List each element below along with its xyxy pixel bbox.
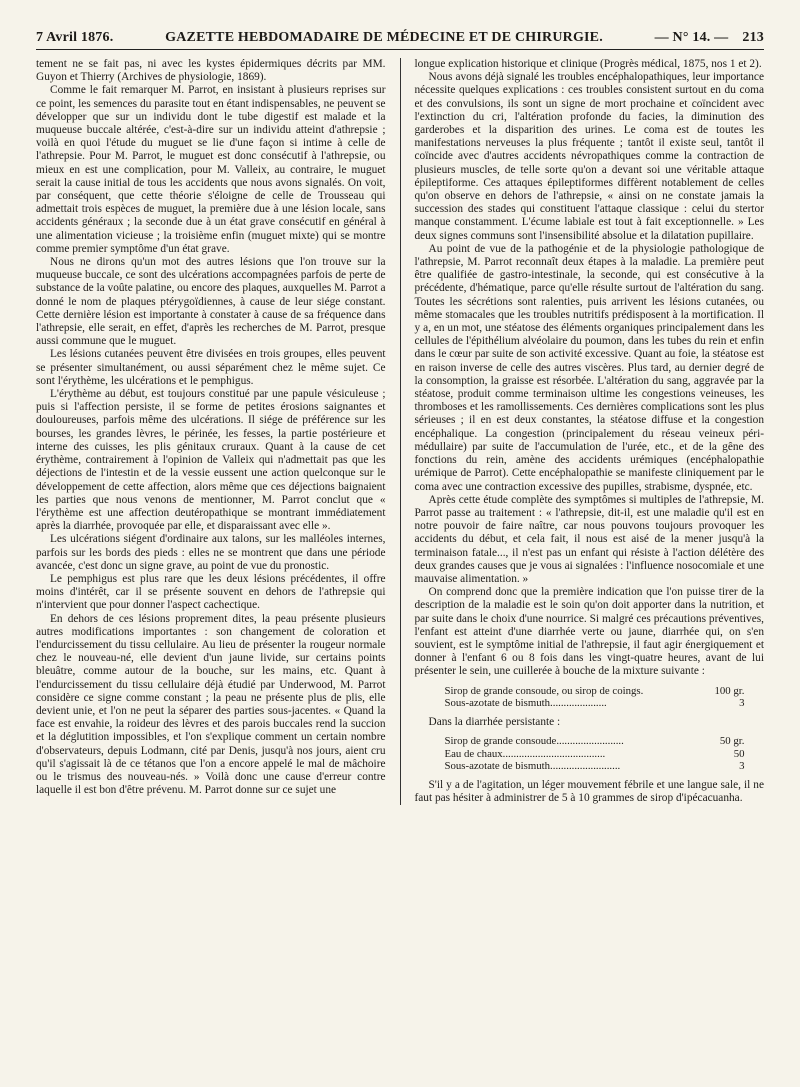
paragraph: Nous avons déjà signalé les troubles encéphalopathiques, leur importance nécessite quelques explications : ces troubles consistent surtout en du coma et des convulsions, ils sont un signe de mort prochaine et coïncident avec l'extinction du cri, l'altération profonde du facies, la diminution des garderobes et la disparition des urines. Le coma est de toutes les manifestations nerveuses la plus fréquente ; tantôt il existe seul, tantôt il coïncide avec d'autres accidents névropathiques comme la contraction de plusieurs muscles, de telle sorte qu'on a devant soi une véritable attaque épileptiforme. Ces attaques épileptiformes diffèrent notablement de celles qu'on observe en dehors de l'athrepsie, « ainsi on ne constate jamais la succession des stades qui constituent l'attaque classique : celui du stertor manque constamment. L'écume labiale est tout à fait exceptionnelle. » Les deux signes communs sont l'insensibilité absolue et la dilatation pupillaire. [414,71,765,242]
paragraph: longue explication historique et clinique (Progrès médical, 1875, nos 1 et 2). [414,58,762,70]
paragraph: Comme le fait remarquer M. Parrot, en insistant à plusieurs reprises sur ce point, les semences du parasite tout en étant indispensables, ne peuvent se développer que sur un individu dont le tube digestif est malade et la muqueuse buccale altérée, c'est-à-dire sur un individu atteint d'athrepsie ; voilà en quoi l'étude du muguet se lie d'une façon si intime à celle de l'athrepsie. Pour M. Parrot, le muguet est donc consécutif à l'athrepsie, ou mieux en est une complication, pour M. Valleix, au contraire, le muguet serait la cause initial de tous les accidents que nous avons signalés. On voit, par conséquent, que cette théorie s'éloigne de celle de Trousseau qui admettait trois espèces de muguet, la première due à une lésion locale, sans accidents généraux ; la seconde due à un état grave consécutif en général à une alimentation vicieuse ; la troisième enfin (muguet mixte) qui se montre comme premier symptôme d'un état grave. [36,84,386,255]
paragraph: Les ulcérations siégent d'ordinaire aux talons, sur les malléoles internes, parfois sur les bords des pieds : elles ne se montrent que dans une période avancée, c'est donc un signe grave, au point de vue du pronostic. [36,533,386,572]
prescription-line [445,760,745,773]
ingredient: Sous-azotate de bismuth..................... [444,697,607,710]
dose: 3 [739,760,745,773]
dose: 50 gr. [719,734,745,747]
ingredient: Eau de chaux...................................... [444,747,606,760]
paragraph: Nous ne dirons qu'un mot des autres lésions que l'on trouve sur la muqueuse buccale, ce sont des ulcérations accompagnées parfois de perte de substance de la voûte palatine, ou encore des plaques, auxquelles M. Parrot a donné le nom de plaques ptérygoïdiennes, à cause de leur siége constant. Cette dernière lésion est importante à constater à cause de sa fréquence dans l'athrepsie, elle serait, en effet, d'après les recherches de M. Parrot, presque aussi commune que le muguet. [36,256,386,348]
prescription-line [445,697,745,710]
issue-date: 7 Avril 1876. [36,30,114,45]
dose: 100 gr. [714,684,745,697]
journal-title: GAZETTE HEBDOMADAIRE DE MÉDECINE ET DE CHIRURGIE. [165,30,603,45]
paragraph: Les lésions cutanées peuvent être divisées en trois groupes, elles peuvent se présenter simultanément, ou aussi séparément chez le même sujet. Ce sont l'érythème, les ulcérations et le pemphigus. [36,348,386,387]
ingredient: Sirop de grande consoude, ou sirop de coings. [444,684,644,697]
ingredient: Sirop de grande consoude......................... [444,734,624,747]
dose: 3 [739,697,745,710]
prescription-line [445,748,745,761]
right-column [415,58,765,805]
running-header [36,30,764,50]
paragraph: Le pemphigus est plus rare que les deux lésions précédentes, il offre moins d'intérêt, car il se présente souvent en dehors de l'athrepsie qui n'intervient que pour donner l'aspect cachectique. [36,572,386,612]
prescription-2 [445,735,765,773]
issue-number: — N° 14. — [654,30,729,45]
text-columns [36,58,764,805]
prescription-heading: Dans la diarrhée persistante : [428,715,561,728]
prescription-line [445,685,745,698]
paragraph: Après cette étude complète des symptômes si multiples de l'athrepsie, M. Parrot passe au traitement : « l'athrepsie, dit-il, est une maladie qu'il est en notre pouvoir de faire naître, car nous pouvons toujours provoquer les accidents du début, et cela fait, il nous est aisé de la mener jusqu'à la terminaison fatale..., il n'est pas un enfant qui résiste à l'action délétère des deux grandes causes que je vous ai signalées : l'influence nosocomiale et une mauvaise alimentation. » [414,493,765,585]
paragraph: Au point de vue de la pathogénie et de la physiologie pathologique de l'athrepsie, M. Parrot reconnaît deux étapes à la maladie. La première peut être qualifiée de gastro-intestinale, la seconde, qui est consécutive à la précédente, d'hématique, parce qu'elle résulte surtout de l'altération du sang. Toutes les sécrétions sont ralenties, puis arrivent les lésions cutanées, ou même stomacales que les troubles nutritifs prédisposent à la mortification. Il y a, en un mot, une stéatose des éléments organiques principalement dans les cellules de l'épithélium alvéolaire du poumon, dans les tubes du rein et enfin dans le cœur par suite de son activité excessive. Quant au foie, la stéatose est en raison inverse de celle des autres viscères. Plus tard, au dernier degré de la consomption, la graisse est résorbée. L'altération du sang, aggravée par la stéatose, produit comme terminaison ultime les congestions veineuses, les thromboses et les ramollissements. Ces dernières complications sont les plus sérieuses ; il en est deux constantes, la stéatose diffuse et la congestion encéphalique. La congestion (principalement du réseau veineux péri-médullaire) par suite de l'accumulation de l'urée, etc., et de la gêne des fonctions du rein, amène des accidents urémiques (encéphalopathie urémique de Parrot). Cette encéphalopathie se manifeste cliniquement par le coma avec une contraction excessive des pupilles, strabisme, dyspnée, etc. [414,242,765,493]
paragraph: En dehors de ces lésions proprement dites, la peau présente plusieurs autres modifications importantes : son changement de coloration et l'endurcissement du tissu cellulaire. Au lieu de présenter la rougeur normale chez le nouveau-né, elle devient d'un jaune livide, sur certains points bleuâtre, comme autour de la bouche, sur les mains, etc. Quant à l'endurcissement du tissu cellulaire déjà étudié par Underwood, M. Parrot considère ce signe comme constant ; la peau ne présente plus de plis, elle devient unie, et l'on ne peut la séparer des parties sous-jacentes. « Quand la face est envahie, la roideur des lèvres et des parois buccales rend la succion et la déglutition impossibles, et l'on s'explique comment un certain nombre d'observateurs, depuis Lodmann, cité par Denis, jusqu'à nos jours, aient cru qu'il s'agissait là de ce tétanos que l'on a encore appelé le mal de mâchoire ou le trismus des nouveau-nés. » Voilà donc une cause d'erreur contre laquelle il est bon d'être prévenu. M. Parrot donne sur ce sujet une [36,612,386,797]
paragraph: tement ne se fait pas, ni avec les kystes épidermiques décrits par MM. Guyon et Thierry (Archives de physiologie, 1869). [36,58,386,84]
column-divider [400,58,401,805]
paragraph: S'il y a de l'agitation, un léger mouvement fébrile et une langue sale, il ne faut pas hésiter à administrer de 5 à 10 grammes de sirop d'ipécacuanha. [414,778,765,804]
page-number: 213 [742,30,764,45]
paragraph: L'érythème au début, est toujours constitué par une papule vésiculeuse ; puis si l'affection persiste, il se forme de petites érosions saignantes et douloureuses, parfois même des ulcérations. Il siége de préférence sur les bourses, les grandes lèvres, le périnée, les fesses, la partie postérieure et interne des cuisses, les plis génitaux cruraux. Quant à la cause de cet érythème, contrairement à l'opinion de Valleix qui n'admettait pas que les déjections de l'intestin et de la vessie eussent une action quelconque sur le développement de cette affection, alors même que ces déjections baignaient les parties que nous venons de mentionner, M. Parrot conclut que « l'érythème est une affection deutéropathique se montrant immédiatement après la diarrhée, provoquée par elle, et disparaissant avec elle ». [36,388,386,533]
ingredient: Sous-azotate de bismuth.......................... [444,760,621,773]
dose: 50 [733,747,745,760]
prescription-1 [445,685,765,710]
paragraph: On comprend donc que la première indication que l'on puisse tirer de la description de la maladie est le soin qu'on doit apporter dans la nutrition, et par suite dans le choix d'une nourrice. Si malgré ces précautions préventives, l'enfant est atteint d'une diarrhée verte ou jaune, diarrhée qui, on s'en souvient, est le symptôme initial de l'athrepsie, il faut agir énergiquement et donner à l'enfant 6 ou 8 fois dans les vingt-quatre heures, avant de lui présenter le sein, une cuillerée à bouche de la mixture suivante : [414,586,765,678]
left-column [36,58,386,805]
issue-info [655,30,764,46]
prescription-line [445,735,745,748]
